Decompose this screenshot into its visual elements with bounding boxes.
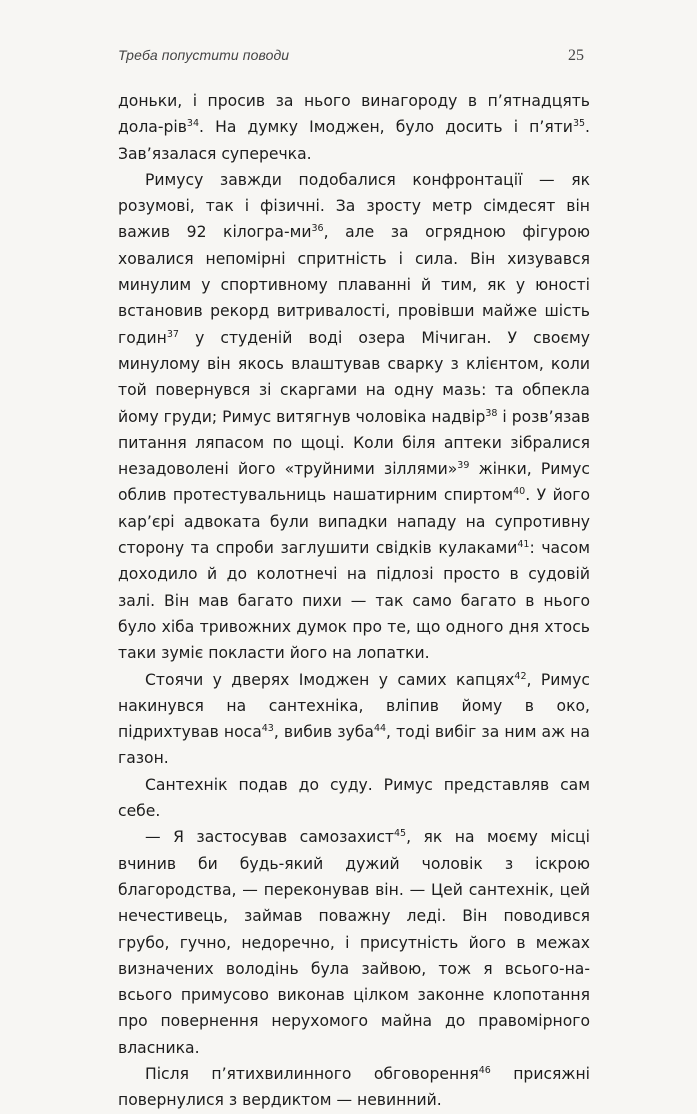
paragraph	[118, 1061, 590, 1114]
paragraph-text: . Зав’язалася суперечка.	[118, 118, 590, 163]
paragraph-text: доньки, і просив за нього винагороду в п’ятнадцять дола-рів	[118, 92, 590, 137]
footnote-marker: 39	[457, 460, 470, 472]
footnote-marker: 40	[513, 486, 526, 498]
paragraph	[118, 167, 590, 667]
footnote-marker: 38	[485, 407, 498, 419]
paragraph-text: у студеній воді озера Мічиган. У своєму минулому він якось влаштував сварку з клієнтом, коли той повернувся зі скаргами на одну мазь: та обпекла йому груди; Римус витягнув чоловіка надвір	[118, 328, 590, 426]
footnote-marker: 43	[261, 723, 274, 735]
paragraph-text: Стоячи у дверях Імоджен у самих капцях	[145, 670, 515, 689]
paragraph-text: і розв’язав питання ляпасом по щоці. Коли біля аптеки зібралися незадоволені його «труйними зіллями»	[118, 407, 590, 479]
paragraph-text: : часом доходило й до колотнечі на підлозі просто в судовій залі. Він мав багато пихи — так само багато в нього було хіба тривожних думок про те, що одного дня хтось таки зуміє покласти його на лопатки.	[118, 539, 590, 663]
footnote-marker: 36	[311, 223, 324, 235]
footnote-marker: 42	[514, 670, 527, 682]
body-text	[118, 88, 590, 1114]
running-title: Треба попустити поводи	[118, 47, 290, 63]
paragraph-text: , Римус накинувся на сантехніка, вліпив йому в око, підрихтував носа	[118, 670, 590, 742]
paragraph-text: Після п’ятихвилинного обговорення	[145, 1064, 479, 1083]
paragraph-text: жінки, Римус облив протестувальниць нашатирним спиртом	[118, 460, 590, 505]
paragraph-text: , тоді вибіг за ним аж на газон.	[118, 723, 590, 768]
running-header	[118, 47, 584, 69]
paragraph	[118, 772, 590, 825]
footnote-marker: 34	[186, 118, 199, 130]
paragraph-text: . У його кар’єрі адвоката були випадки нападу на супротивну сторону та спроби заглушити свідків кулаками	[118, 486, 591, 558]
paragraph-text: , вибив зуба	[273, 723, 374, 742]
paragraph-text: Сантехнік подав до суду. Римус представляв сам себе.	[118, 775, 590, 821]
paragraph-text: . На думку Імоджен, було досить і п’яти	[199, 118, 573, 137]
paragraph-text: присяжні повернулися з вердиктом — невинний.	[118, 1064, 590, 1110]
page-number: 25	[568, 47, 584, 64]
footnote-marker: 46	[478, 1064, 491, 1076]
footnote-marker: 44	[373, 723, 387, 735]
footnote-marker: 35	[572, 118, 586, 130]
paragraph-text: , але за огрядною фігурою ховалися непомірні спритність і сила. Він хизувався минулим у спортивному плаванні й тим, як у юності встановив рекорд витривалості, провівши майже шість годин	[118, 223, 590, 347]
paragraph	[118, 824, 590, 1061]
footnote-marker: 37	[166, 328, 179, 340]
footnote-marker: 41	[517, 539, 530, 551]
footnote-marker: 45	[393, 828, 407, 840]
paragraph-text: , як на моєму місці вчинив би будь-який дужий чоловік з іскрою благородства, — переконував він. — Цей сантехнік, цей нечестивець, займав поважну леді. Він поводився грубо, гучно, недоречно, і присутність його в межах визначених володінь була зайвою, тож я всього-на-всього примусово виконав цілком законне клопотання про повернення нерухомого майна до правомірного власника.	[118, 828, 590, 1057]
paragraph	[118, 667, 590, 772]
paragraph	[118, 88, 590, 167]
paragraph-text: Римусу завжди подобалися конфронтації — як розумові, так і фізичні. За зросту метр сімдесят він важив 92 кілогра-ми	[118, 170, 590, 242]
paragraph-text: — Я застосував самозахист	[145, 828, 394, 847]
